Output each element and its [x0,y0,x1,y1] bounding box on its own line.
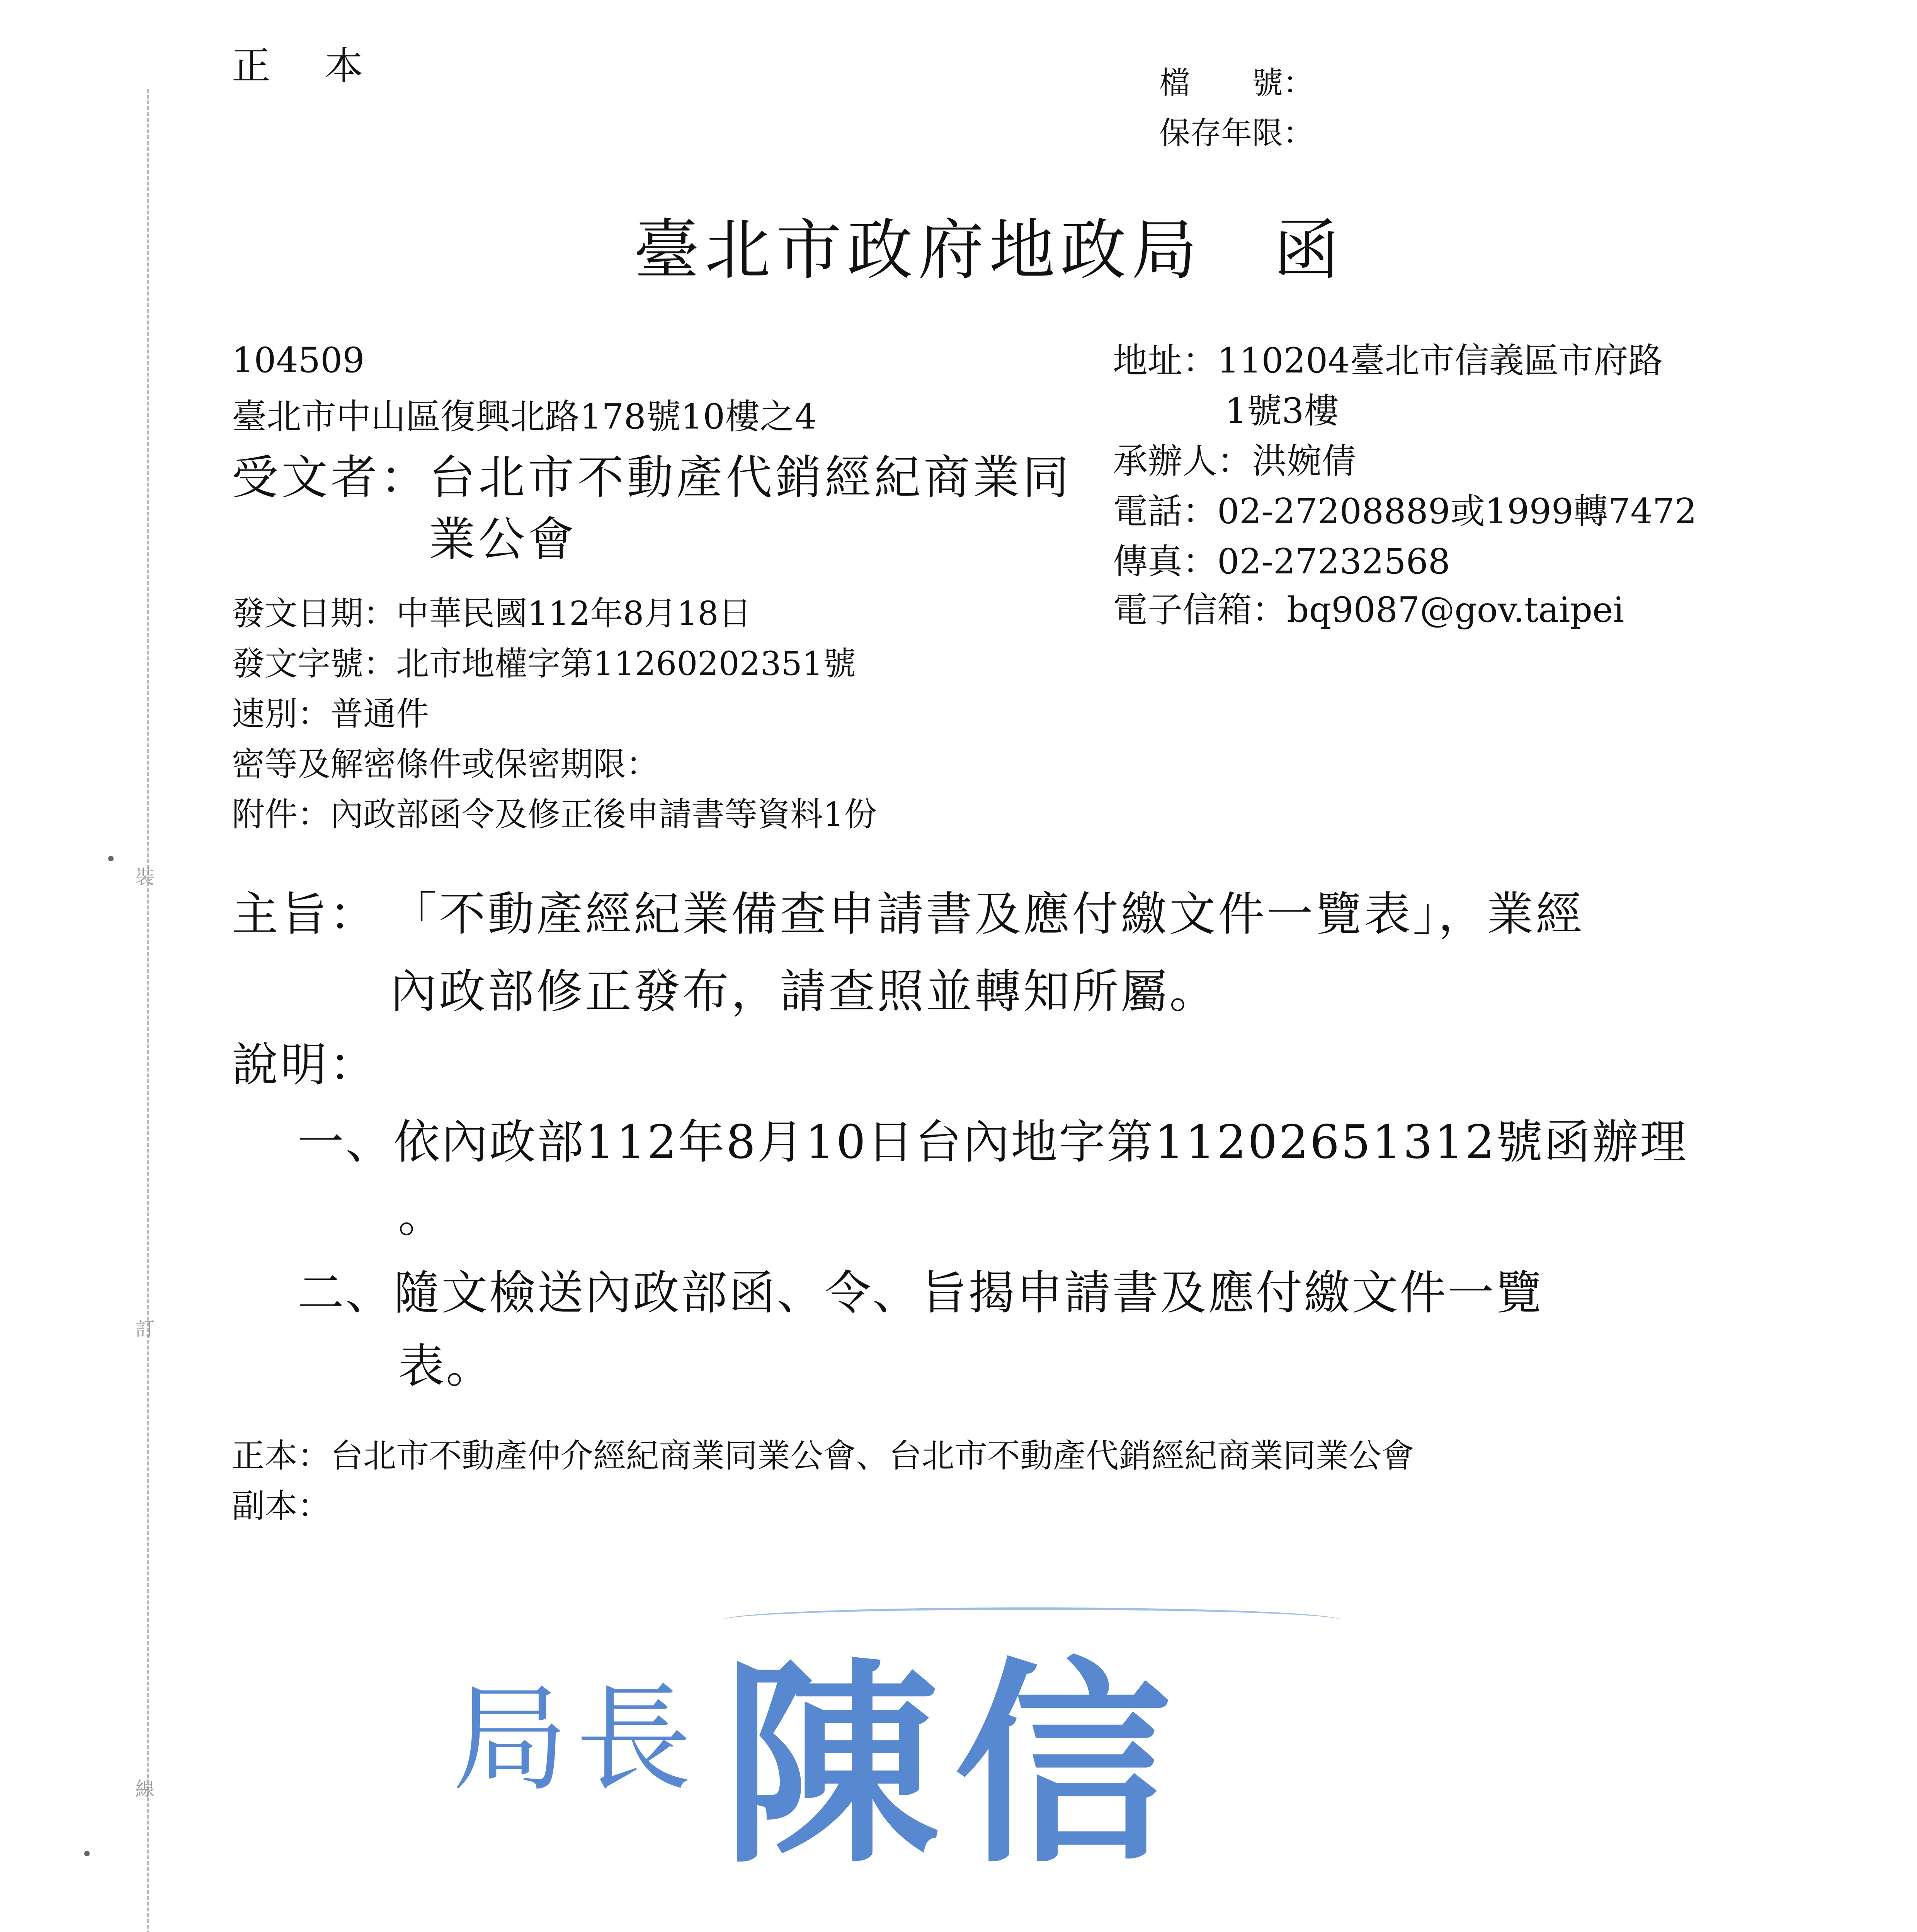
copy-type: 正 本 [232,43,371,88]
sender-address-line1: 地址：110204臺北市信義區市府路 [1113,340,1663,381]
subject-line2: 內政部修正發布，請查照並轉知所屬。 [390,965,1218,1019]
postal-code: 104509 [232,340,365,381]
fax: 傳真：02-27232568 [1113,541,1451,582]
security-level: 密等及解密條件或保密期限： [232,745,659,784]
explanation-item-2-line1: 二、隨文檢送內政部函、令、旨揭申請書及應付繳文件一覽 [298,1266,1543,1320]
director-stamp [444,1577,1372,1892]
receiver-label: 受文者： [232,451,430,505]
binding-mark-zhuang: 裝 [135,866,155,888]
attachment: 附件：內政部函令及修正後申請書等資料1份 [232,796,877,834]
receiver-line1: 台北市不動產代銷經紀商業同 [429,451,1072,505]
explanation-item-2-line2: 表。 [398,1340,494,1393]
email: 電子信箱：bq9087@gov.taipei [1113,590,1624,630]
original-recipients: 正本：台北市不動產仲介經紀商業同業公會、台北市不動產代銷經紀商業同業公會 [232,1437,1415,1475]
doc-number: 發文字號：北市地權字第11260202351號 [232,645,856,683]
retention-label: 保存年限： [1159,115,1314,151]
document-title: 臺北市政府地政局 函 [634,212,1345,289]
subject-line1: 「不動產經紀業備查申請書及應付繳文件一覽表」，業經 [390,888,1584,941]
punch-dot [108,856,114,861]
punch-dot [84,1851,90,1856]
stamp-title: 局長 [452,1672,699,1807]
stamp-name: 陳信 [723,1638,1186,1892]
explanation-item-1-line2: 。 [398,1189,444,1243]
receiver-line2: 業公會 [429,513,577,566]
recipient-address: 臺北市中山區復興北路178號10樓之4 [232,396,817,437]
binding-mark-xian: 線 [135,1778,155,1800]
speed-class: 速別：普通件 [232,695,429,733]
explanation-label: 說明： [232,1038,378,1092]
file-number-label: 檔 號： [1159,65,1314,101]
phone: 電話：02-27208889或1999轉7472 [1113,491,1697,532]
copy-recipients: 副本： [232,1487,331,1526]
sender-address-line2: 1號3樓 [1225,391,1339,431]
issue-date: 發文日期：中華民國112年8月18日 [232,595,752,633]
subject-label: 主旨： [232,888,378,941]
binding-mark-ding: 訂 [135,1318,155,1340]
explanation-item-1-line1: 一、依內政部112年8月10日台內地字第11202651312號函辦理 [298,1116,1688,1169]
binding-line [147,89,149,1932]
handler: 承辦人：洪婉倩 [1113,441,1356,481]
